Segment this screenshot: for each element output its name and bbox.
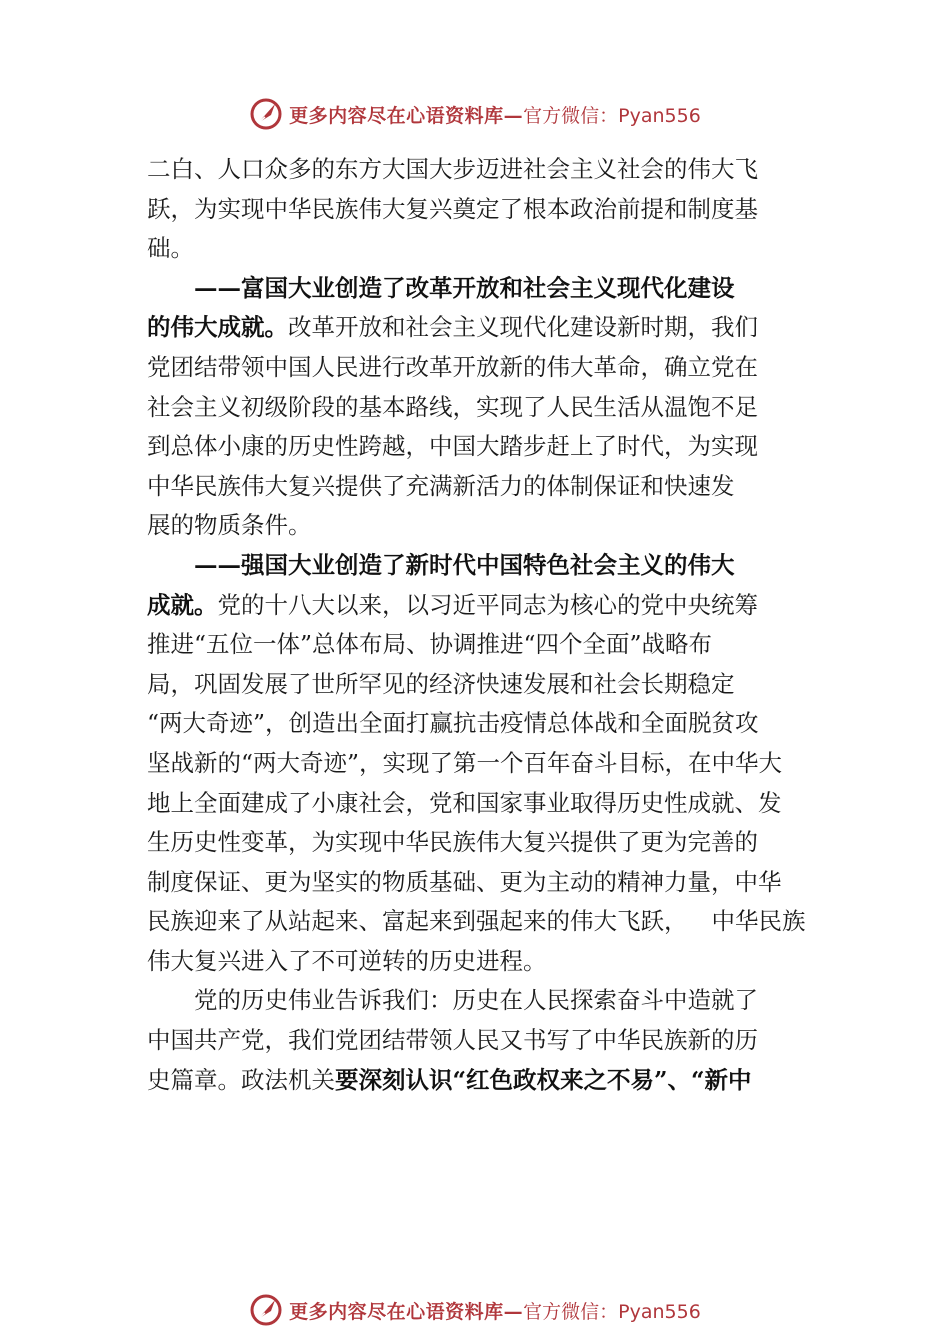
inline-heading: 的伟大成就。 bbox=[147, 313, 288, 342]
header-banner bbox=[0, 94, 950, 134]
footer-banner bbox=[0, 1290, 950, 1330]
text-line: 民族迎来了从站起来、富起来到强起来的伟大飞跃， 中华民族 bbox=[147, 907, 806, 936]
quill-logo-icon bbox=[249, 97, 283, 131]
text-line: 党的历史伟业告诉我们：历史在人民探索奋斗中造就了 bbox=[194, 986, 758, 1015]
text-line-heading: ——强国大业创造了新时代中国特色社会主义的伟大 bbox=[194, 550, 735, 579]
text-line: 地上全面建成了小康社会，党和国家事业取得历史性成就、发 bbox=[147, 788, 782, 817]
quill-logo-icon bbox=[249, 1293, 283, 1327]
text-line-heading: ——富国大业创造了改革开放和社会主义现代化建设 bbox=[194, 273, 735, 302]
text-line: 坚战新的“两大奇迹”，实现了第一个百年奋斗目标，在中华大 bbox=[147, 748, 783, 777]
text-line: 到总体小康的历史性跨越，中国大踏步赶上了时代，为实现 bbox=[147, 432, 758, 461]
text-line: 伟大复兴进入了不可逆转的历史进程。 bbox=[147, 946, 547, 975]
text-line: 党团结带领中国人民进行改革开放新的伟大革命，确立党在 bbox=[147, 352, 758, 381]
banner-title: 更多内容尽在心语资料库— bbox=[289, 104, 524, 127]
text-line: 的伟大成就。改革开放和社会主义现代化建设新时期，我们 bbox=[147, 313, 758, 342]
text-line: 史篇章。政法机关 要深刻认识“红色政权来之不易”、“新中 bbox=[147, 1061, 817, 1101]
banner-wechat-id: 官方微信：Pyan556 bbox=[523, 1300, 701, 1323]
text-line: 社会主义初级阶段的基本路线，实现了人民生活从温饱不足 bbox=[147, 392, 758, 421]
text-line: 制度保证、更为坚实的物质基础、更为主动的精神力量，中华 bbox=[147, 867, 782, 896]
document-body bbox=[147, 150, 817, 1100]
text-line: 局，巩固发展了世所罕见的经济快速发展和社会长期稳定 bbox=[147, 669, 735, 698]
text-line: 成就。党的十八大以来，以习近平同志为核心的党中央统筹 bbox=[147, 590, 758, 619]
banner-wechat-id: 官方微信：Pyan556 bbox=[523, 104, 701, 127]
text-line: 中华民族伟大复兴提供了充满新活力的体制保证和快速发 bbox=[147, 471, 735, 500]
text-line: 生历史性变革，为实现中华民族伟大复兴提供了更为完善的 bbox=[147, 828, 758, 857]
text-line: 中国共产党，我们党团结带领人民又书写了中华民族新的历 bbox=[147, 1026, 758, 1055]
text-line: 展的物质条件。 bbox=[147, 511, 312, 540]
banner-title: 更多内容尽在心语资料库— bbox=[289, 1300, 524, 1323]
inline-heading: 成就。 bbox=[147, 590, 218, 619]
text-line: 跃，为实现中华民族伟大复兴奠定了根本政治前提和制度基 bbox=[147, 194, 758, 223]
text-line: “两大奇迹”，创造出全面打赢抗击疫情总体战和全面脱贫攻 bbox=[147, 709, 759, 738]
text-line: 础。 bbox=[147, 234, 194, 263]
emphasis-text: 要深刻认识“红色政权来之不易”、“新中 bbox=[335, 1065, 752, 1094]
text-line: 二白、人口众多的东方大国大步迈进社会主义社会的伟大飞 bbox=[147, 155, 758, 183]
text-line: 推进“五位一体”总体布局、协调推进“四个全面”战略布 bbox=[147, 630, 713, 659]
